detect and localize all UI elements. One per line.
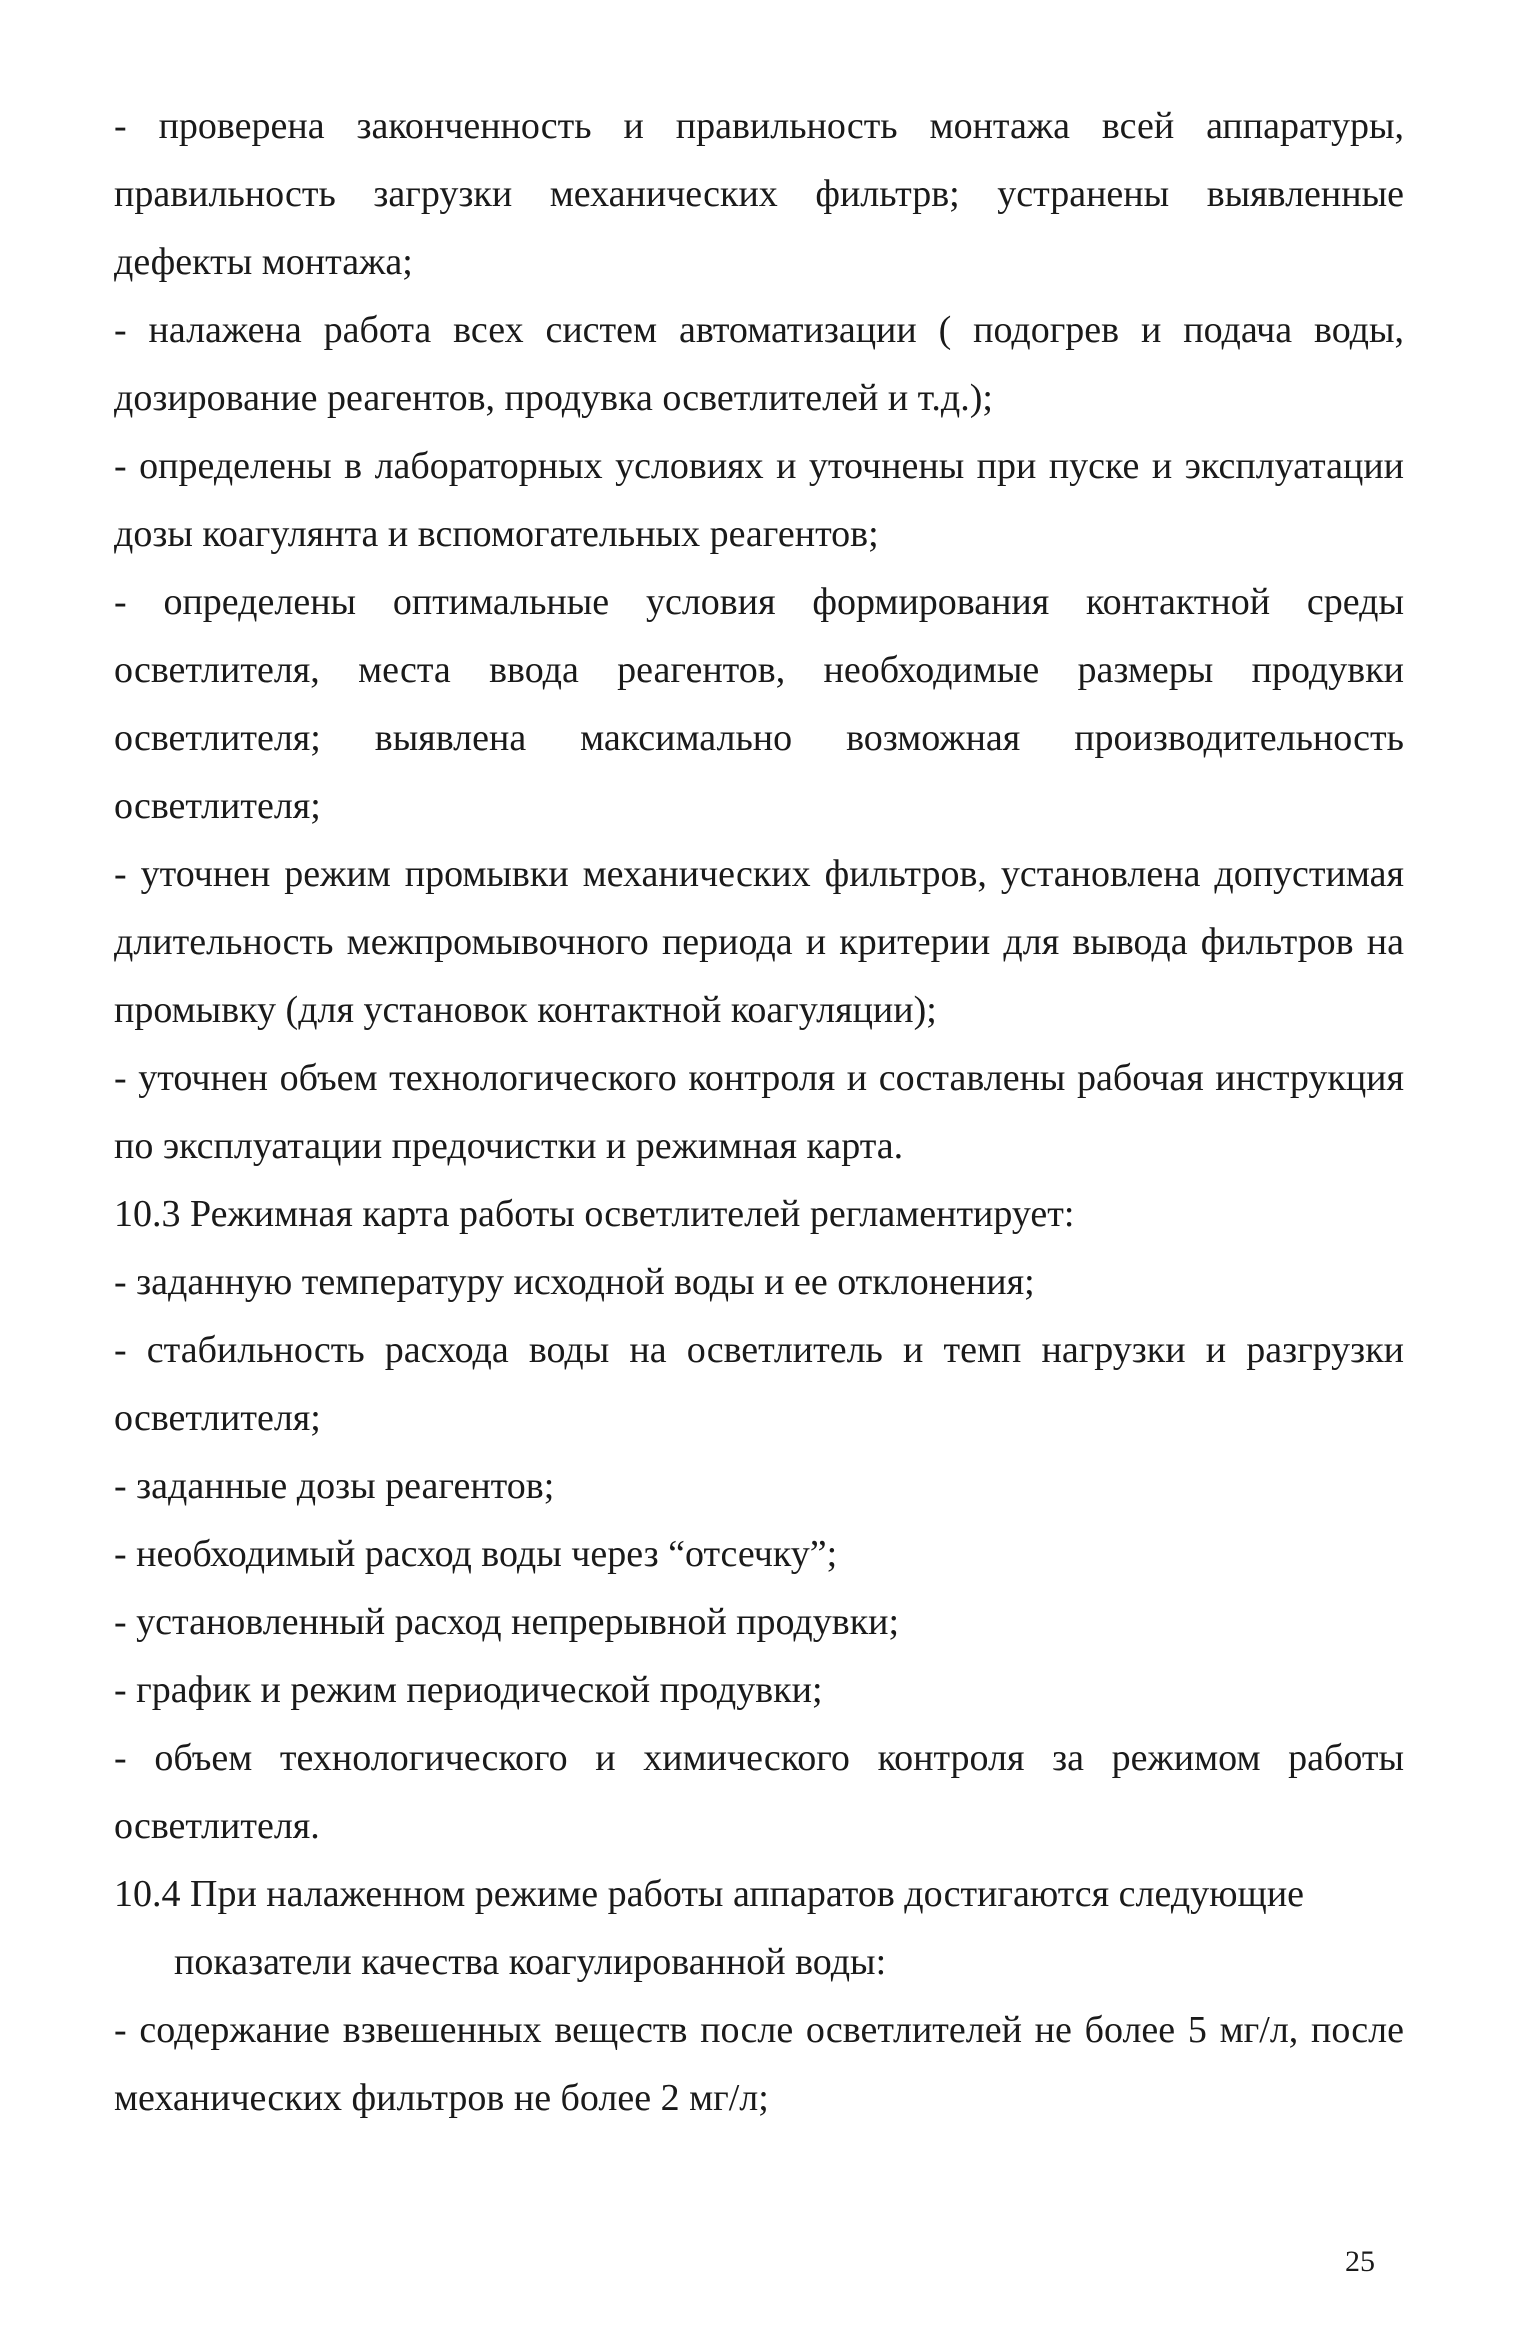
paragraph-installation-check: - проверена законченность и правильность монтажа всей аппаратуры, правильность загрузки механических фильтрв; устранены выявленные дефекты монтажа; <box>114 105 1404 283</box>
list-item-periodic-blowdown: - график и режим периодической продувки; <box>114 1669 823 1711</box>
list-item-reagent-doses: - заданные дозы реагентов; <box>114 1465 555 1507</box>
list-item-water-temperature: - заданную температуру исходной воды и ее отклонения; <box>114 1261 1035 1303</box>
paragraph-optimal-conditions: - определены оптимальные условия формирования контактной среды осветлителя, места ввода реагентов, необходимые размеры продувки осветлителя; выявлена максимально возможная производительность осветлителя; <box>114 581 1404 827</box>
paragraph-reagent-doses: - определены в лабораторных условиях и уточнены при пуске и эксплуатации дозы коагулянта и вспомогательных реагентов; <box>114 445 1404 555</box>
paragraph-filter-flushing: - уточнен режим промывки механических фильтров, установлена допустимая длительность межпромывочного периода и критерии для вывода фильтров на промывку (для установок контактной коагуляции); <box>114 853 1404 1031</box>
list-item-continuous-blowdown: - установленный расход непрерывной продувки; <box>114 1601 900 1643</box>
page-number: 25 <box>1345 2245 1375 2278</box>
section-10-3-heading: 10.3 Режимная карта работы осветлителей регламентирует: <box>114 1193 1075 1235</box>
paragraph-automation: - налажена работа всех систем автоматизации ( подогрев и подача воды, дозирование реагентов, продувка осветлителей и т.д.); <box>114 309 1404 419</box>
list-item-control-scope: - объем технологического и химического контроля за режимом работы осветлителя. <box>114 1737 1404 1847</box>
section-10-4-first-line: 10.4 При налаженном режиме работы аппаратов достигаются следующие <box>114 1873 1305 1915</box>
paragraph-suspended-solids: - содержание взвешенных веществ после осветлителей не более 5 мг/л, после механических фильтров не более 2 мг/л; <box>114 2009 1404 2119</box>
list-item-cutoff-flow: - необходимый расход воды через “отсечку”; <box>114 1533 838 1575</box>
list-item-flow-stability: - стабильность расхода воды на осветлитель и темп нагрузки и разгрузки осветлителя; <box>114 1329 1404 1439</box>
paragraph-control-volume: - уточнен объем технологического контроля и составлены рабочая инструкция по эксплуатации предочистки и режимная карта. <box>114 1057 1404 1167</box>
section-10-4-continuation: показатели качества коагулированной воды: <box>174 1941 887 1983</box>
section-10-4-paragraph <box>114 1860 1404 1996</box>
document-body <box>114 92 1404 2132</box>
